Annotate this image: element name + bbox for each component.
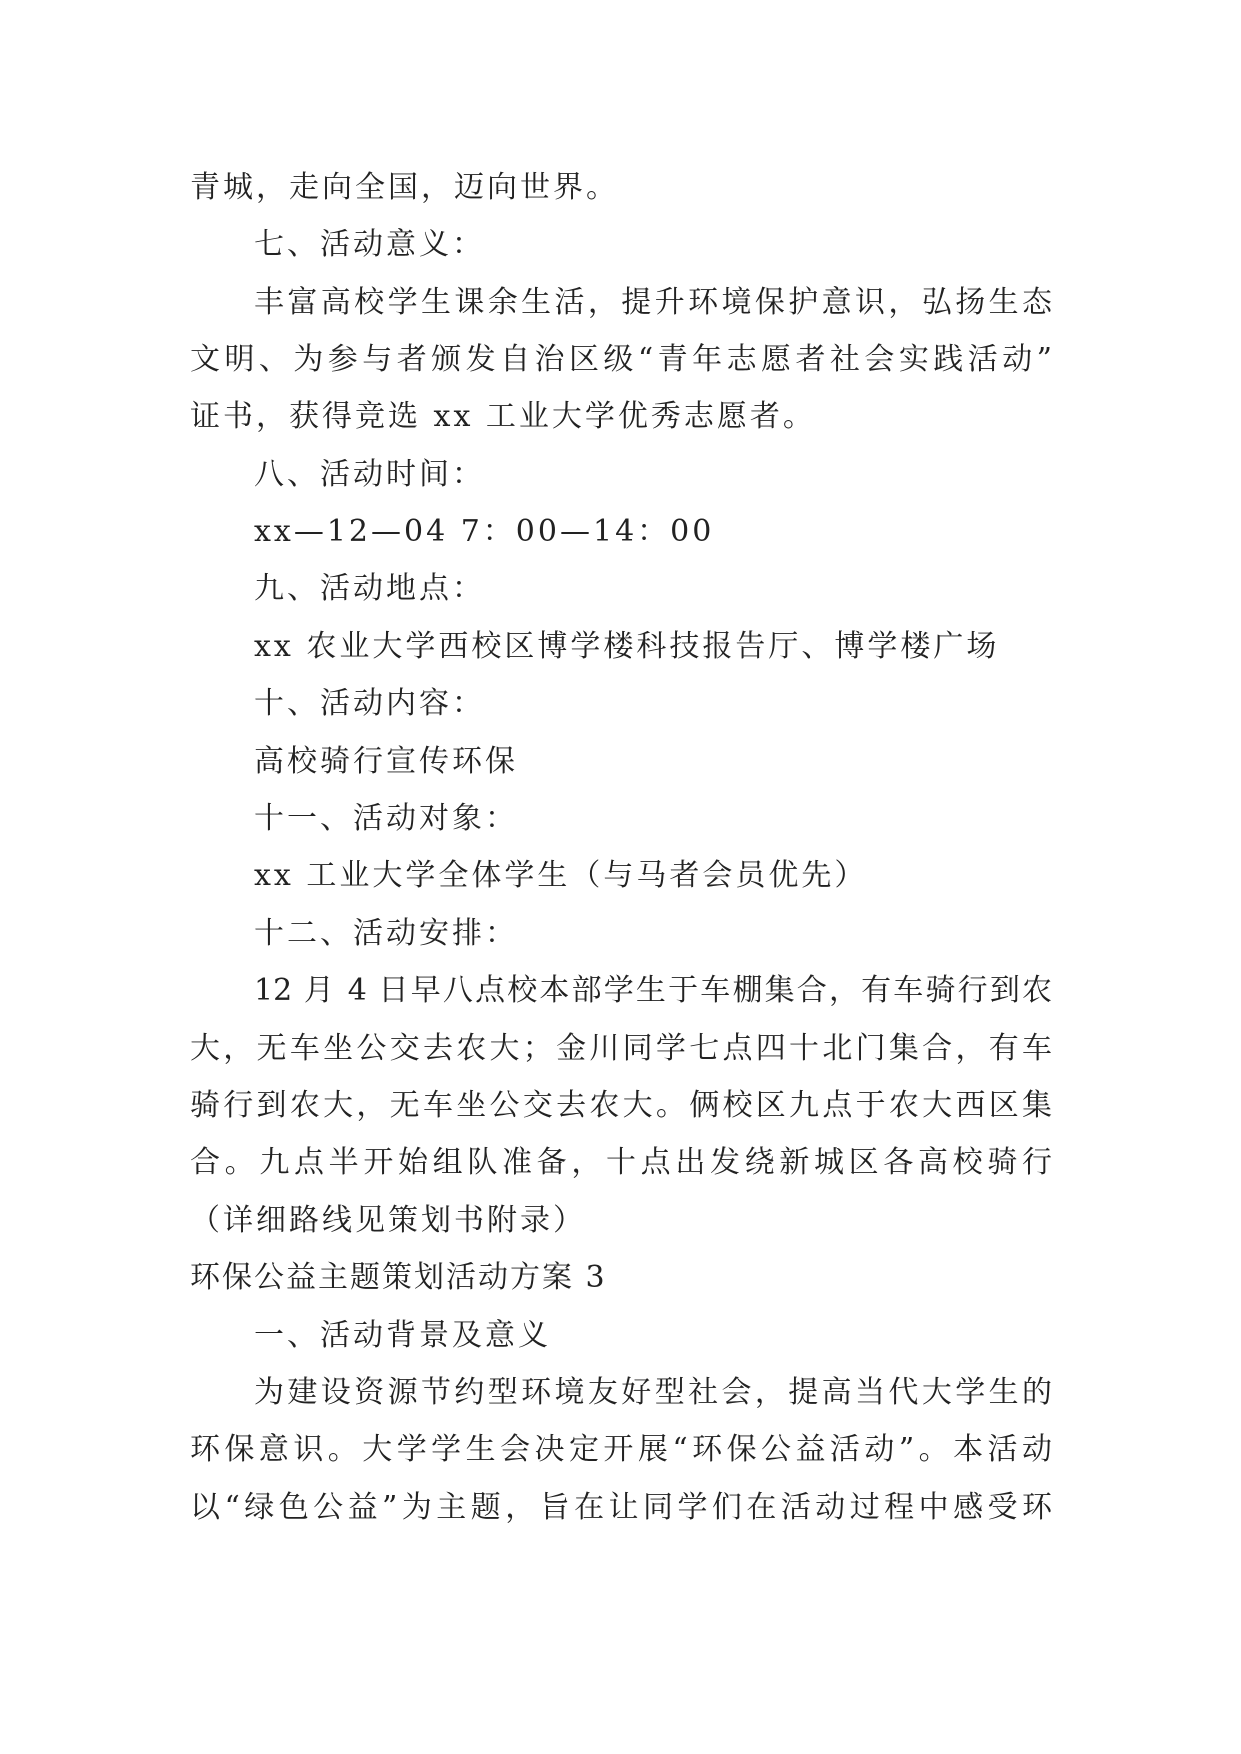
text-line: 合。九点半开始组队准备，十点出发绕新城区各高校骑行 (190, 1145, 1052, 1180)
text-line: 青城，走向全国，迈向世界。 (190, 170, 619, 205)
document-title: 环保公益主题策划活动方案 3 (190, 1260, 607, 1295)
section-heading: 七、活动意义： (254, 227, 485, 262)
section-heading: 九、活动地点： (254, 571, 485, 606)
section-heading: 十、活动内容： (254, 686, 485, 721)
text-line: xx—12—04 7：00—14：00 (254, 514, 715, 549)
text-line: 以“绿色公益”为主题，旨在让同学们在活动过程中感受环 (190, 1490, 1052, 1525)
section-heading: 一、活动背景及意义 (254, 1318, 551, 1353)
section-heading: 十一、活动对象： (254, 801, 518, 836)
text-line: 丰富高校学生课余生活，提升环境保护意识，弘扬生态 (254, 285, 1052, 320)
text-line: 高校骑行宣传环保 (254, 744, 518, 779)
text-line: xx 工业大学全体学生（与马者会员优先） (254, 858, 868, 893)
text-line: 证书，获得竞选 xx 工业大学优秀志愿者。 (190, 399, 816, 434)
text-line: （详细路线见策划书附录） (190, 1203, 586, 1238)
text-line: xx 农业大学西校区博学楼科技报告厅、博学楼广场 (254, 629, 1000, 664)
text-line: 12 月 4 日早八点校本部学生于车棚集合，有车骑行到农 (254, 973, 1052, 1008)
text-line: 环保意识。大学学生会决定开展“环保公益活动”。本活动 (190, 1432, 1052, 1467)
text-line: 文明、为参与者颁发自治区级“青年志愿者社会实践活动” (190, 342, 1052, 377)
text-line: 骑行到农大，无车坐公交去农大。俩校区九点于农大西区集 (190, 1088, 1052, 1123)
section-heading: 八、活动时间： (254, 457, 485, 492)
text-line: 大，无车坐公交去农大；金川同学七点四十北门集合，有车 (190, 1031, 1052, 1066)
text-line: 为建设资源节约型环境友好型社会，提高当代大学生的 (254, 1375, 1052, 1410)
section-heading: 十二、活动安排： (254, 916, 518, 951)
